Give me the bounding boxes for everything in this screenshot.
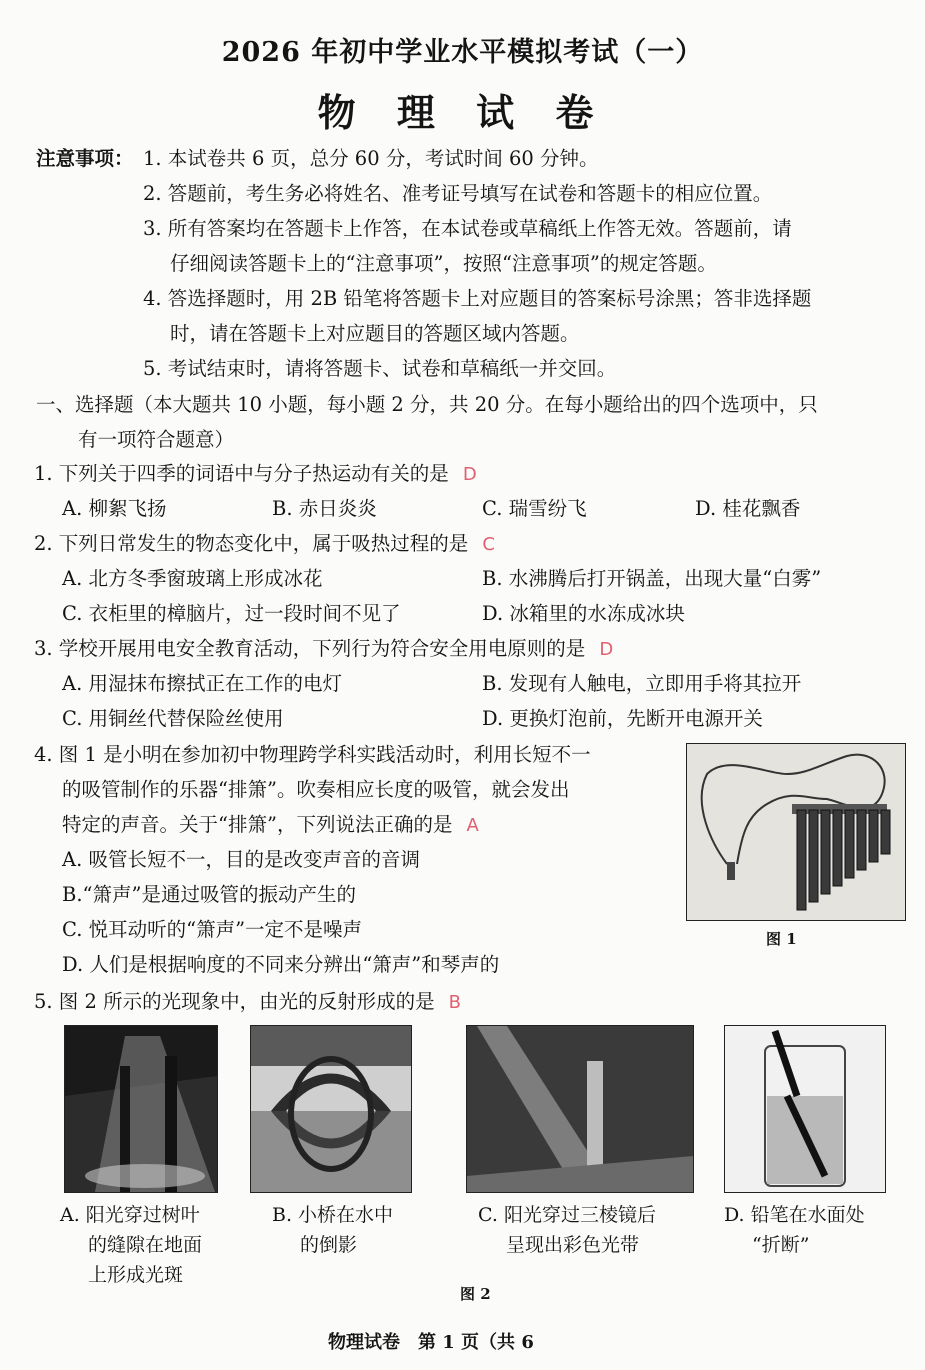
caption-d: [724, 1200, 865, 1260]
caption-line: D. 铅笔在水面处: [724, 1204, 865, 1226]
caption-line: 呈现出彩色光带: [506, 1234, 640, 1256]
note-line: 时，请在答题卡上对应题目的答题区域内答题。: [170, 322, 580, 345]
option: A. 用湿抹布擦拭正在工作的电灯: [62, 672, 342, 695]
option: C. 衣柜里的樟脑片，过一段时间不见了: [62, 602, 401, 625]
question-2: [34, 532, 495, 557]
option: C. 用铜丝代替保险丝使用: [62, 707, 284, 730]
caption-a: [60, 1200, 202, 1290]
option: D. 更换灯泡前，先断开电源开关: [482, 707, 763, 730]
question-3: [34, 637, 613, 662]
note-line: 仔细阅读答题卡上的“注意事项”，按照“注意事项”的规定答题。: [170, 252, 717, 275]
handwritten-answer: D: [599, 639, 614, 660]
photo-b-bridge-reflection: [250, 1025, 412, 1193]
section-heading: 一、选择题（本大题共 10 小题，每小题 2 分，共 20 分。在每小题给出的四个选项中，只: [36, 393, 818, 416]
question-4-last-line: [62, 813, 479, 838]
question-stem: 5. 图 2 所示的光现象中，由光的反射形成的是: [34, 990, 435, 1013]
question-stem: 特定的声音。关于“排箫”，下列说法正确的是: [62, 813, 453, 836]
option: D. 冰箱里的水冻成冰块: [482, 602, 685, 625]
handwritten-answer: B: [448, 992, 461, 1013]
notes-label: 注意事项：: [36, 147, 134, 170]
handwritten-answer: A: [466, 815, 479, 836]
option: A. 柳絮飞扬: [62, 497, 167, 520]
photo-a-sunlight-through-leaves: [64, 1025, 218, 1193]
caption-line: 上形成光斑: [88, 1264, 184, 1286]
option: B.“箫声”是通过吸管的振动产生的: [62, 883, 356, 906]
note-line: 1. 本试卷共 6 页，总分 60 分，考试时间 60 分钟。: [143, 147, 599, 170]
caption-line: C. 阳光穿过三棱镜后: [478, 1204, 656, 1226]
option: B. 赤日炎炎: [272, 497, 377, 520]
option: D. 桂花飘香: [695, 497, 801, 520]
question-stem: 3. 学校开展用电安全教育活动，下列行为符合安全用电原则的是: [34, 637, 586, 660]
handwritten-answer: C: [482, 534, 495, 555]
note-line: 4. 答选择题时，用 2B 铅笔将答题卡上对应题目的答案标号涂黑；答非选择题: [143, 287, 812, 310]
caption-line: A. 阳光穿过树叶: [60, 1204, 200, 1226]
question-1: [34, 462, 477, 487]
page-footer: 物理试卷 第 1 页（共 6: [328, 1332, 534, 1353]
option: B. 水沸腾后打开锅盖，出现大量“白雾”: [482, 567, 822, 590]
bridge-drawing: [251, 1026, 411, 1192]
option: C. 悦耳动听的“箫声”一定不是噪声: [62, 918, 363, 941]
note-line: 5. 考试结束时，请将答题卡、试卷和草稿纸一并交回。: [143, 357, 617, 380]
figure-1-label: 图 1: [766, 930, 797, 948]
question-stem: 4. 图 1 是小明在参加初中物理跨学科实践活动时，利用长短不一: [34, 743, 591, 766]
caption-line: B. 小桥在水中: [272, 1204, 394, 1226]
section-heading-cont: 有一项符合题意）: [78, 428, 235, 451]
pan-flute-drawing: [687, 744, 905, 920]
option: A. 吸管长短不一，目的是改变声音的音调: [62, 848, 420, 871]
photo-d-pencil-in-water: [724, 1025, 886, 1193]
note-line: 3. 所有答案均在答题卡上作答，在本试卷或草稿纸上作答无效。答题前，请: [143, 217, 792, 240]
question-stem: 的吸管制作的乐器“排箫”。吹奏相应长度的吸管，就会发出: [62, 778, 570, 801]
question-5: [34, 990, 461, 1015]
option: B. 发现有人触电，立即用手将其拉开: [482, 672, 802, 695]
note-line: 2. 答题前，考生务必将姓名、准考证号填写在试卷和答题卡的相应位置。: [143, 182, 773, 205]
pan-flute-photo: [686, 743, 906, 921]
caption-b: [272, 1200, 393, 1260]
figure-2-label: 图 2: [460, 1285, 491, 1303]
photo-c-prism-spectrum: [466, 1025, 694, 1193]
option: A. 北方冬季窗玻璃上形成冰花: [62, 567, 323, 590]
option: C. 瑞雪纷飞: [482, 497, 587, 520]
question-stem: 2. 下列日常发生的物态变化中，属于吸热过程的是: [34, 532, 469, 555]
caption-c: [478, 1200, 656, 1260]
caption-line: 的倒影: [300, 1234, 358, 1256]
forest-light-drawing: [65, 1026, 217, 1192]
question-stem: 1. 下列关于四季的词语中与分子热运动有关的是: [34, 462, 449, 485]
prism-drawing: [467, 1026, 693, 1192]
pencil-glass-drawing: [725, 1026, 885, 1192]
caption-line: “折断”: [752, 1234, 810, 1256]
handwritten-answer: D: [462, 464, 477, 485]
exam-title: 2026 年初中学业水平模拟考试（一）: [221, 37, 704, 68]
exam-subject: 物 理 试 卷: [317, 90, 608, 135]
option: D. 人们是根据响度的不同来分辨出“箫声”和琴声的: [62, 953, 500, 976]
caption-line: 的缝隙在地面: [88, 1234, 203, 1256]
